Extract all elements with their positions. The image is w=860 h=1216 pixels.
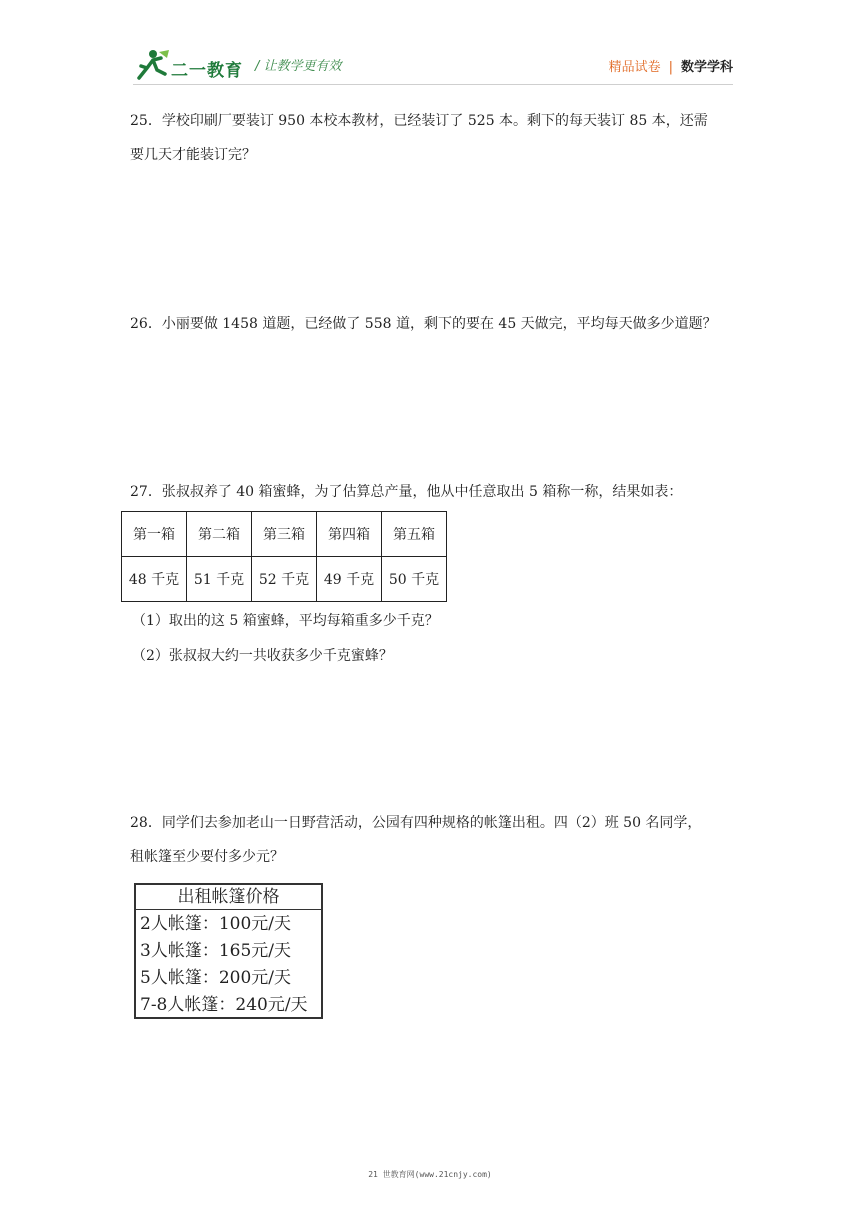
table-cell: 49 千克: [317, 557, 382, 602]
table-cell: 48 千克: [122, 557, 187, 602]
subject-label: 数学学科: [680, 60, 733, 75]
question-27-sub-1: （1）取出的这 5 箱蜜蜂，平均每箱重多少千克？: [132, 613, 439, 629]
slogan: / 让教学更有效: [255, 59, 342, 74]
question-27-line-1: 27．张叔叔养了 40 箱蜜蜂，为了估算总产量，他从中任意取出 5 箱称一称，结果如表：: [130, 484, 683, 500]
table-row: [122, 557, 447, 602]
tent-price-row: 2人帐篷：100元/天: [140, 914, 291, 934]
question-26: [130, 307, 736, 341]
page-footer: 21 世教育网(www.21cnjy.com): [368, 1170, 492, 1179]
tent-price-row: 5人帐篷：200元/天: [140, 968, 291, 988]
question-25-line-1: 25．学校印刷厂要装订 950 本校本教材，已经装订了 525 本。剩下的每天装订 85 本，还需: [130, 113, 708, 129]
question-25: [130, 104, 736, 172]
logo: [133, 48, 243, 82]
logo-text: 二一教育: [171, 61, 243, 81]
table-header-cell: 第一箱: [122, 512, 187, 557]
page-header: [133, 44, 733, 84]
question-28-line-1: 28．同学们去参加老山一日野营活动，公园有四种规格的帐篷出租。四（2）班 50 名同学，: [130, 815, 702, 831]
question-27-sub-2: （2）张叔叔大约一共收获多少千克蜜蜂？: [132, 648, 393, 664]
tent-price-row: 3人帐篷：165元/天: [140, 941, 291, 961]
table-cell: 52 千克: [252, 557, 317, 602]
tent-price-row: 7-8人帐篷：240元/天: [140, 995, 308, 1015]
header-right: [609, 56, 733, 75]
table-header-cell: 第四箱: [317, 512, 382, 557]
table-header-cell: 第二箱: [187, 512, 252, 557]
question-28: [130, 806, 736, 874]
header-separator: |: [668, 60, 673, 75]
question-25-line-2: 要几天才能装订完？: [130, 147, 256, 163]
question-28-line-2: 租帐篷至少要付多少元？: [130, 849, 284, 865]
tent-price-title: 出租帐篷价格: [136, 885, 321, 910]
table-header-cell: 第三箱: [252, 512, 317, 557]
table-cell: 50 千克: [382, 557, 447, 602]
header-divider: [133, 84, 733, 85]
beehive-weight-table: [121, 511, 447, 602]
tent-price-box: [134, 883, 323, 1019]
table-header-row: [122, 512, 447, 557]
quality-label: 精品试卷: [608, 60, 661, 75]
runner-logo-icon: [133, 48, 173, 82]
question-27: [130, 475, 736, 509]
question-26-line-1: 26．小丽要做 1458 道题，已经做了 558 道，剩下的要在 45 天做完，平均每天做多少道题？: [130, 316, 717, 332]
table-cell: 51 千克: [187, 557, 252, 602]
table-header-cell: 第五箱: [382, 512, 447, 557]
